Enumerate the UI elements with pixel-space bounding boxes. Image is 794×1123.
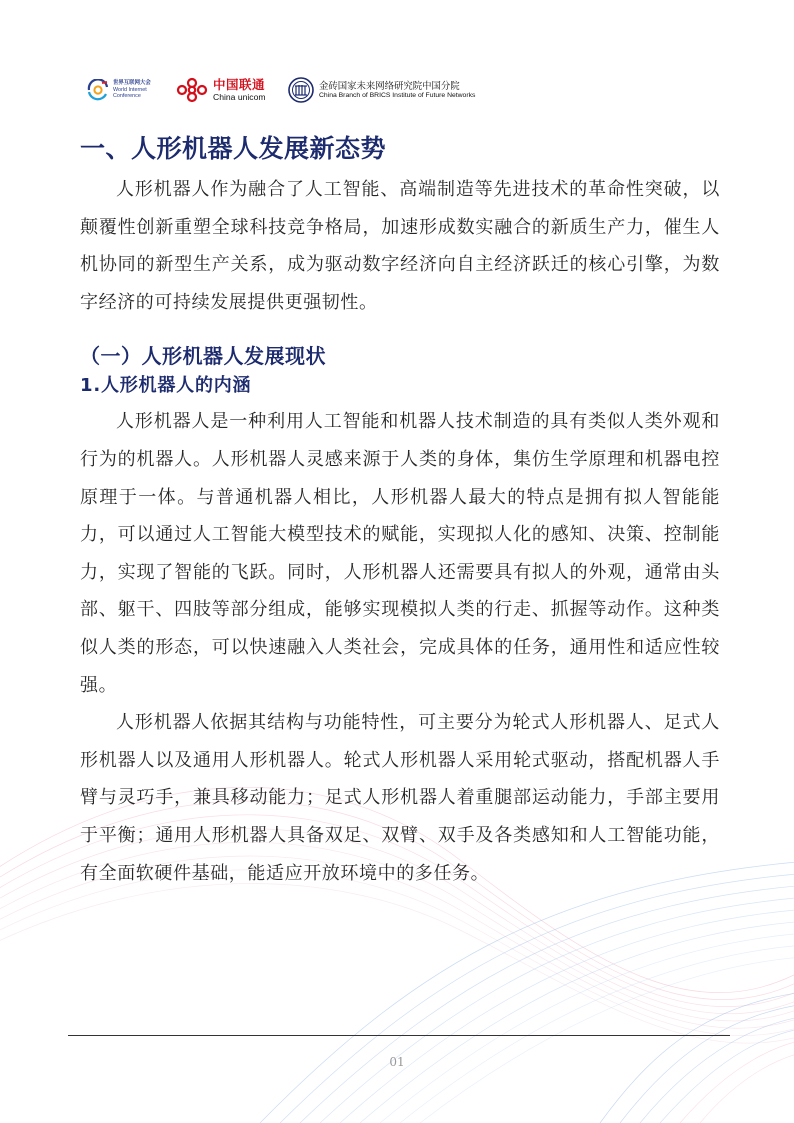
brics-logo-cn: 金砖国家未来网络研究院中国分院 — [319, 80, 460, 91]
china-unicom-logo-en: China unicom — [213, 91, 266, 102]
wic-logo — [86, 79, 172, 101]
brics-logo-en: China Branch of BRICS Institute of Future Networks — [319, 92, 476, 99]
wic-logo-en-line1: World Internet — [113, 86, 147, 93]
definition-paragraph: 人形机器人是一种利用人工智能和机器人技术制造的具有类似人类外观和行为的机器人。人形机器人灵感来源于人类的身体，集仿生学原理和机器电控原理于一体。与普通机器人相比，人形机器人最大的特点是拥有拟人智能能力，可以通过人工智能大模型技术的赋能，实现拟人化的感知、决策、控制能力，实现了智能的飞跃。同时，人形机器人还需要具有拟人的外观，通常由头部、躯干、四肢等部分组成，能够实现模拟人类的行走、抓握等动作。这种类似人类的形态，可以快速融入人类社会，完成具体的任务，通用性和适应性较强。 — [80, 411, 720, 696]
page-header — [86, 72, 475, 108]
section-title: 一、人形机器人发展新态势 — [80, 134, 387, 163]
brics-institute-logo — [288, 77, 475, 103]
wic-logo-cn: 世界互联网大会 — [113, 80, 151, 87]
wic-globe-icon — [86, 79, 110, 101]
item-title: 1.人形机器人的内涵 — [80, 375, 252, 397]
wic-logo-en-line2: Conference — [113, 93, 141, 100]
main-content — [80, 128, 720, 892]
section-intro-paragraph: 人形机器人作为融合了人工智能、高端制造等先进技术的革命性突破，以颠覆性创新重塑全球科技竞争格局，加速形成数实融合的新质生产力，催生人机协同的新型生产关系，成为驱动数字经济向自主经济跃迁的核心引擎，为数字经济的可持续发展提供更强韧性。 — [80, 179, 720, 313]
footer-divider — [68, 1035, 730, 1036]
china-unicom-logo-cn: 中国联通 — [213, 77, 266, 92]
china-unicom-knot-icon — [174, 77, 210, 103]
china-unicom-logo — [174, 77, 288, 103]
subsection-title: （一）人形机器人发展现状 — [80, 344, 326, 369]
brics-emblem-icon — [288, 77, 314, 103]
classification-paragraph: 人形机器人依据其结构与功能特性，可主要分为轮式人形机器人、足式人形机器人以及通用人形机器人。轮式人形机器人采用轮式驱动，搭配机器人手臂与灵巧手，兼具移动能力；足式人形机器人着重腿部运动能力，手部主要用于平衡；通用人形机器人具备双足、双臂、双手及各类感知和人工智能功能，有全面软硬件基础，能适应开放环境中的多任务。 — [80, 712, 720, 884]
page-number: 01 — [389, 1055, 405, 1069]
